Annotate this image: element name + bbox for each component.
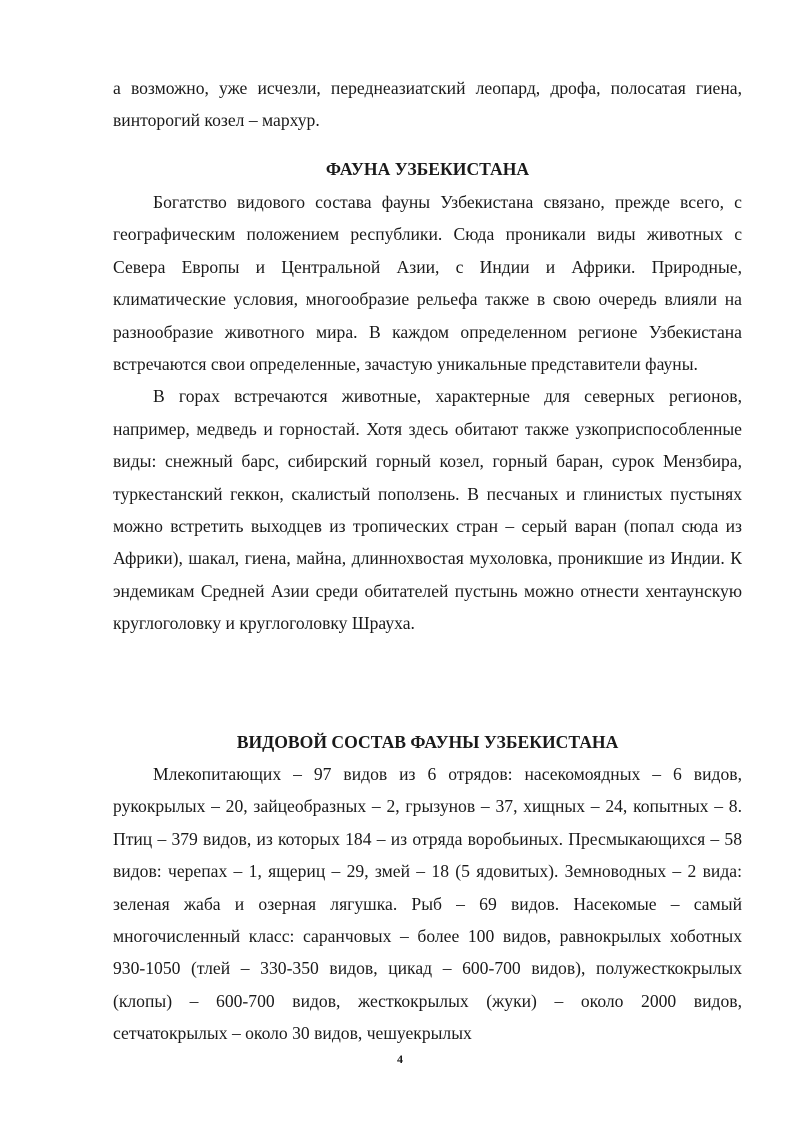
section1-paragraph-1: Богатство видового состава фауны Узбекистана связано, прежде всего, с географическим положением республики. Сюда проникали виды животных с Севера Европы и Центральной Азии, с Индии и Африки. Природные, климатические условия, многообразие рельефа также в свою очередь влияли на разнообразие животного мира. В каждом определенном регионе Узбекистана встречаются свои определенные, зачастую уникальные представители фауны. bbox=[113, 192, 742, 375]
section1-body bbox=[113, 186, 742, 640]
page-number: 4 bbox=[397, 1052, 403, 1066]
section2-body bbox=[113, 758, 742, 1050]
intro-paragraph: а возможно, уже исчезли, переднеазиатский леопард, дрофа, полосатая гиена, винторогий козел – мархур. bbox=[113, 78, 742, 131]
section2-paragraph-1: Млекопитающих – 97 видов из 6 отрядов: насекомоядных – 6 видов, рукокрылых – 20, зайцеобразных – 2, грызунов – 37, хищных – 24, копытных – 8. Птиц – 379 видов, из которых 184 – из отряда воробьиных. Пресмыкающихся – 58 видов: черепах – 1, ящериц – 29, змей – 18 (5 ядовитых). Земноводных – 2 вида: зеленая жаба и озерная лягушка. Рыб – 69 видов. Насекомые – самый многочисленный класс: саранчовых – более 100 видов, равнокрылых хоботных 930-1050 (тлей – 330-350 видов, цикад – 600-700 видов), полужесткокрылых (клопы) – 600-700 видов, жесткокрылых (жуки) – около 2000 видов, сетчатокрылых – около 30 видов, чешуекрылых bbox=[113, 764, 742, 1044]
section-heading-species: ВИДОВОЙ СОСТАВ ФАУНЫ УЗБЕКИСТАНА bbox=[236, 732, 619, 752]
section-heading-fauna: ФАУНА УЗБЕКИСТАНА bbox=[325, 159, 530, 179]
section1-paragraph-2: В горах встречаются животные, характерные для северных регионов, например, медведь и горностай. Хотя здесь обитают также узкоприспособленные виды: снежный барс, сибирский горный козел, горный баран, сурок Мензбира, туркестанский геккон, скалистый поползень. В песчаных и глинистых пустынях можно встретить выходцев из тропических стран – серый варан (попал сюда из Африки), шакал, гиена, майна, длиннохвостая мухоловка, проникшие из Индии. К эндемикам Средней Азии среди обитателей пустынь можно отнести хентаунскую круглоголовку и круглоголовку Шрауха. bbox=[113, 386, 742, 634]
intro-paragraph-block bbox=[113, 72, 742, 137]
